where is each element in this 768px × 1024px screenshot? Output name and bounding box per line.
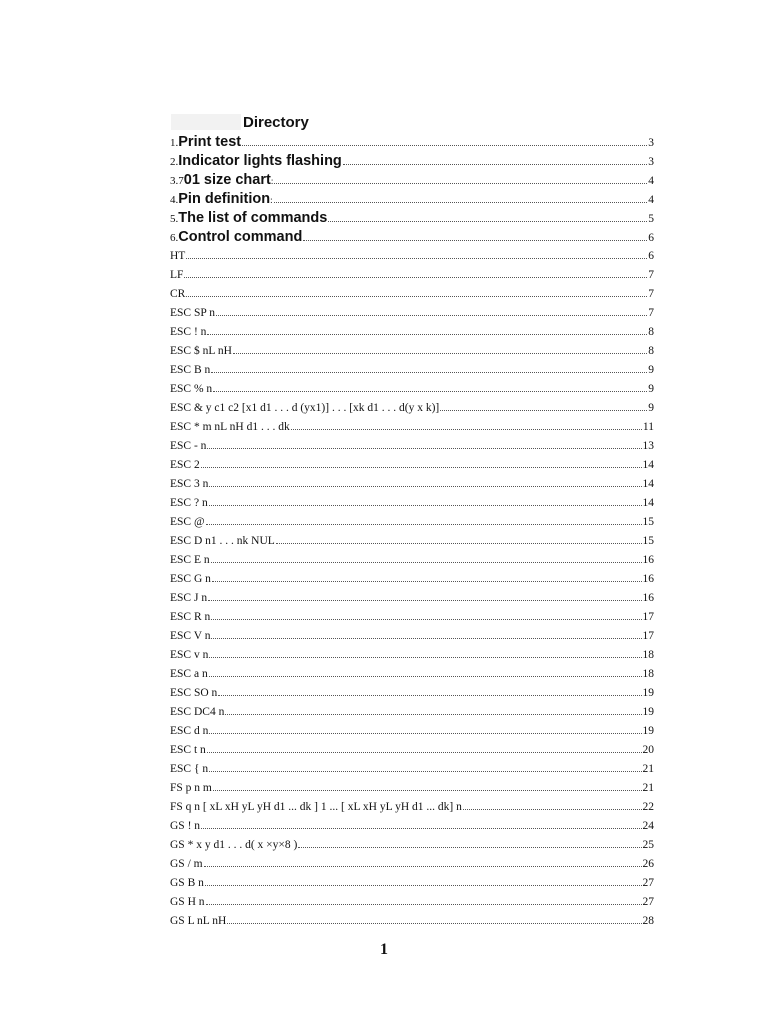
toc-entry-label: GS / m bbox=[170, 858, 203, 870]
toc-entry-label: ESC $ nL nH bbox=[170, 345, 232, 357]
toc-entry-page: 27 bbox=[642, 877, 654, 889]
toc-entry-page: 24 bbox=[642, 820, 654, 832]
toc-entry[interactable] bbox=[170, 608, 654, 627]
toc-entry-page: 19 bbox=[642, 706, 654, 718]
dot-leader bbox=[343, 164, 647, 165]
toc-entry[interactable] bbox=[170, 703, 654, 722]
toc-entry-label: ESC a n bbox=[170, 668, 208, 680]
toc-entry-label: GS ! n bbox=[170, 820, 201, 832]
toc-entry-label: ESC B n bbox=[170, 364, 211, 376]
toc-entry-number: 5. bbox=[170, 213, 179, 225]
toc-entry[interactable] bbox=[170, 532, 654, 551]
toc-entry-page: 16 bbox=[642, 592, 654, 604]
dot-leader bbox=[213, 790, 642, 791]
dot-leader bbox=[207, 334, 647, 335]
dot-leader bbox=[186, 296, 647, 297]
toc-entry-label: Print test bbox=[178, 134, 242, 150]
table-of-contents bbox=[170, 133, 654, 931]
dot-leader bbox=[206, 904, 642, 905]
toc-entry-page: 7 bbox=[648, 288, 654, 300]
toc-entry-page: 9 bbox=[648, 402, 654, 414]
dot-leader bbox=[242, 145, 647, 146]
dot-leader bbox=[211, 562, 642, 563]
toc-entry[interactable] bbox=[170, 342, 654, 361]
dot-leader bbox=[211, 619, 641, 620]
toc-entry-label: GS H n bbox=[170, 896, 205, 908]
dot-leader bbox=[274, 183, 647, 184]
toc-entry[interactable] bbox=[170, 285, 654, 304]
toc-entry[interactable] bbox=[170, 304, 654, 323]
toc-entry-label: ESC R n bbox=[170, 611, 211, 623]
toc-entry-label: GS L nL nH bbox=[170, 915, 227, 927]
toc-entry[interactable] bbox=[170, 228, 654, 247]
toc-entry-label: ESC SP n bbox=[170, 307, 215, 319]
toc-entry-page: 20 bbox=[642, 744, 654, 756]
toc-entry[interactable] bbox=[170, 760, 654, 779]
toc-entry-page: 7 bbox=[648, 269, 654, 281]
dot-leader bbox=[204, 866, 642, 867]
toc-entry-label: ESC 2 bbox=[170, 459, 200, 471]
toc-entry-label: Pin definition bbox=[178, 191, 271, 207]
toc-entry-page: 18 bbox=[642, 649, 654, 661]
toc-entry-page: 4 bbox=[648, 175, 654, 187]
toc-entry[interactable] bbox=[170, 874, 654, 893]
toc-entry-page: 3 bbox=[648, 156, 654, 168]
toc-entry[interactable] bbox=[170, 627, 654, 646]
toc-entry-page: 8 bbox=[648, 326, 654, 338]
dot-leader bbox=[328, 221, 647, 222]
dot-leader bbox=[209, 733, 641, 734]
toc-entry-label: ESC ! n bbox=[170, 326, 207, 338]
toc-entry-page: 25 bbox=[642, 839, 654, 851]
dot-leader bbox=[227, 923, 641, 924]
toc-entry-label: ESC { n bbox=[170, 763, 209, 775]
dot-leader bbox=[216, 315, 647, 316]
toc-entry[interactable] bbox=[170, 209, 654, 228]
toc-entry-label: ESC G n bbox=[170, 573, 211, 585]
toc-entry-label: ESC V n bbox=[170, 630, 211, 642]
dot-leader bbox=[463, 809, 642, 810]
toc-entry-label: Control command bbox=[178, 229, 303, 245]
toc-entry[interactable] bbox=[170, 646, 654, 665]
toc-entry-page: 21 bbox=[642, 782, 654, 794]
toc-entry-label: HT bbox=[170, 250, 186, 262]
toc-entry[interactable] bbox=[170, 855, 654, 874]
toc-entry-page: 13 bbox=[642, 440, 654, 452]
dot-leader bbox=[440, 410, 647, 411]
dot-leader bbox=[209, 676, 642, 677]
toc-entry[interactable] bbox=[170, 665, 654, 684]
toc-entry-page: 14 bbox=[642, 497, 654, 509]
toc-entry-page: 27 bbox=[642, 896, 654, 908]
toc-entry-page: 15 bbox=[642, 535, 654, 547]
dot-leader bbox=[209, 771, 641, 772]
dot-leader bbox=[206, 524, 642, 525]
toc-entry-number: 4. bbox=[170, 194, 179, 206]
toc-entry[interactable] bbox=[170, 494, 654, 513]
toc-entry-label: ESC J n bbox=[170, 592, 208, 604]
dot-leader bbox=[207, 448, 641, 449]
toc-entry-label: ESC d n bbox=[170, 725, 209, 737]
toc-entry[interactable] bbox=[170, 133, 654, 152]
toc-entry-label: Indicator lights flashing bbox=[178, 153, 342, 169]
toc-entry-page: 11 bbox=[642, 421, 654, 433]
toc-entry[interactable] bbox=[170, 893, 654, 912]
toc-entry-page: 16 bbox=[642, 573, 654, 585]
toc-entry-label: ESC E n bbox=[170, 554, 210, 566]
toc-entry-page: 8 bbox=[648, 345, 654, 357]
dot-leader bbox=[225, 714, 641, 715]
toc-entry[interactable] bbox=[170, 684, 654, 703]
toc-entry[interactable] bbox=[170, 722, 654, 741]
toc-entry[interactable] bbox=[170, 817, 654, 836]
dot-leader bbox=[208, 600, 641, 601]
toc-entry[interactable] bbox=[170, 551, 654, 570]
toc-entry-page: 17 bbox=[642, 611, 654, 623]
dot-leader bbox=[274, 202, 648, 203]
toc-entry[interactable] bbox=[170, 798, 654, 817]
page-number: 1 bbox=[380, 941, 388, 958]
toc-entry-label: ESC D n1 . . . nk NUL bbox=[170, 535, 275, 547]
toc-entry-number: 6. bbox=[170, 232, 179, 244]
dot-leader bbox=[276, 543, 642, 544]
toc-entry[interactable] bbox=[170, 380, 654, 399]
toc-entry-number: 1. bbox=[170, 137, 179, 149]
dot-leader bbox=[211, 372, 647, 373]
toc-entry[interactable] bbox=[170, 456, 654, 475]
page-title: Directory bbox=[243, 114, 309, 131]
toc-entry-label: The list of commands bbox=[178, 210, 328, 226]
toc-entry[interactable] bbox=[170, 475, 654, 494]
dot-leader bbox=[291, 429, 642, 430]
toc-entry[interactable] bbox=[170, 912, 654, 931]
toc-entry-page: 16 bbox=[642, 554, 654, 566]
toc-entry-page: 14 bbox=[642, 478, 654, 490]
toc-entry-page: 28 bbox=[642, 915, 654, 927]
dot-leader bbox=[213, 391, 647, 392]
toc-entry-label: ESC * m nL nH d1 . . . dk bbox=[170, 421, 290, 433]
toc-entry-label: LF bbox=[170, 269, 184, 281]
toc-entry-page: 9 bbox=[648, 383, 654, 395]
dot-leader bbox=[201, 828, 641, 829]
toc-entry-page: 18 bbox=[642, 668, 654, 680]
dot-leader bbox=[233, 353, 647, 354]
dot-leader bbox=[218, 695, 641, 696]
toc-entry-label: ESC SO n bbox=[170, 687, 218, 699]
toc-entry-colon: : bbox=[270, 176, 274, 186]
toc-entry-label: CR bbox=[170, 288, 186, 300]
toc-entry[interactable] bbox=[170, 323, 654, 342]
toc-entry-label: ESC @ bbox=[170, 516, 205, 528]
toc-entry-label: FS p n m bbox=[170, 782, 212, 794]
toc-entry-page: 9 bbox=[648, 364, 654, 376]
dot-leader bbox=[212, 581, 642, 582]
toc-entry-label: ESC ? n bbox=[170, 497, 208, 509]
toc-entry-page: 19 bbox=[642, 725, 654, 737]
toc-entry[interactable] bbox=[170, 266, 654, 285]
toc-entry-page: 19 bbox=[642, 687, 654, 699]
toc-entry-label: GS B n bbox=[170, 877, 204, 889]
toc-entry-page: 6 bbox=[648, 232, 654, 244]
title-highlight bbox=[171, 114, 241, 130]
toc-entry-label: ESC 3 n bbox=[170, 478, 209, 490]
toc-entry-page: 14 bbox=[642, 459, 654, 471]
dot-leader bbox=[201, 467, 642, 468]
dot-leader bbox=[209, 657, 641, 658]
toc-entry-page: 21 bbox=[642, 763, 654, 775]
toc-entry-page: 22 bbox=[642, 801, 654, 813]
dot-leader bbox=[186, 258, 647, 259]
toc-entry-page: 3 bbox=[648, 137, 654, 149]
toc-entry[interactable] bbox=[170, 589, 654, 608]
dot-leader bbox=[211, 638, 641, 639]
toc-entry-colon: : bbox=[270, 195, 273, 205]
toc-entry-label: ESC - n bbox=[170, 440, 207, 452]
toc-entry-page: 5 bbox=[648, 213, 654, 225]
dot-leader bbox=[184, 277, 647, 278]
toc-entry[interactable] bbox=[170, 190, 654, 209]
toc-entry-label: ESC % n bbox=[170, 383, 213, 395]
toc-entry-label: GS * x y d1 . . . d( x ×y×8 ) bbox=[170, 839, 298, 851]
dot-leader bbox=[303, 240, 647, 241]
toc-entry-label: ESC DC4 n bbox=[170, 706, 225, 718]
dot-leader bbox=[209, 505, 642, 506]
toc-entry[interactable] bbox=[170, 399, 654, 418]
toc-entry-label: 01 size chart bbox=[183, 172, 271, 188]
toc-entry[interactable] bbox=[170, 570, 654, 589]
toc-entry-page: 4 bbox=[648, 194, 654, 206]
toc-entry-page: 17 bbox=[642, 630, 654, 642]
dot-leader bbox=[298, 847, 641, 848]
dot-leader bbox=[207, 752, 642, 753]
toc-entry[interactable] bbox=[170, 361, 654, 380]
toc-entry[interactable] bbox=[170, 779, 654, 798]
toc-entry-label: ESC v n bbox=[170, 649, 209, 661]
toc-entry[interactable] bbox=[170, 836, 654, 855]
toc-entry-label: ESC t n bbox=[170, 744, 206, 756]
toc-entry-page: 7 bbox=[648, 307, 654, 319]
toc-entry-label: ESC & y c1 c2 [x1 d1 . . . d (yx1)] . . . [xk d1 . . . d(y x k)] bbox=[170, 402, 440, 414]
toc-entry[interactable] bbox=[170, 513, 654, 532]
toc-entry-label: FS q n [ xL xH yL yH d1 ... dk ] 1 ... [ xL xH yL yH d1 ... dk] n bbox=[170, 801, 462, 813]
dot-leader bbox=[205, 885, 642, 886]
toc-entry-page: 26 bbox=[642, 858, 654, 870]
toc-entry[interactable] bbox=[170, 741, 654, 760]
toc-entry-page: 6 bbox=[648, 250, 654, 262]
dot-leader bbox=[209, 486, 641, 487]
toc-entry-number: 2. bbox=[170, 156, 179, 168]
toc-entry[interactable] bbox=[170, 152, 654, 171]
toc-entry[interactable] bbox=[170, 171, 654, 190]
toc-entry[interactable] bbox=[170, 437, 654, 456]
toc-entry[interactable] bbox=[170, 247, 654, 266]
toc-entry[interactable] bbox=[170, 418, 654, 437]
toc-entry-page: 15 bbox=[642, 516, 654, 528]
toc-entry-number: 3.7 bbox=[170, 175, 184, 187]
